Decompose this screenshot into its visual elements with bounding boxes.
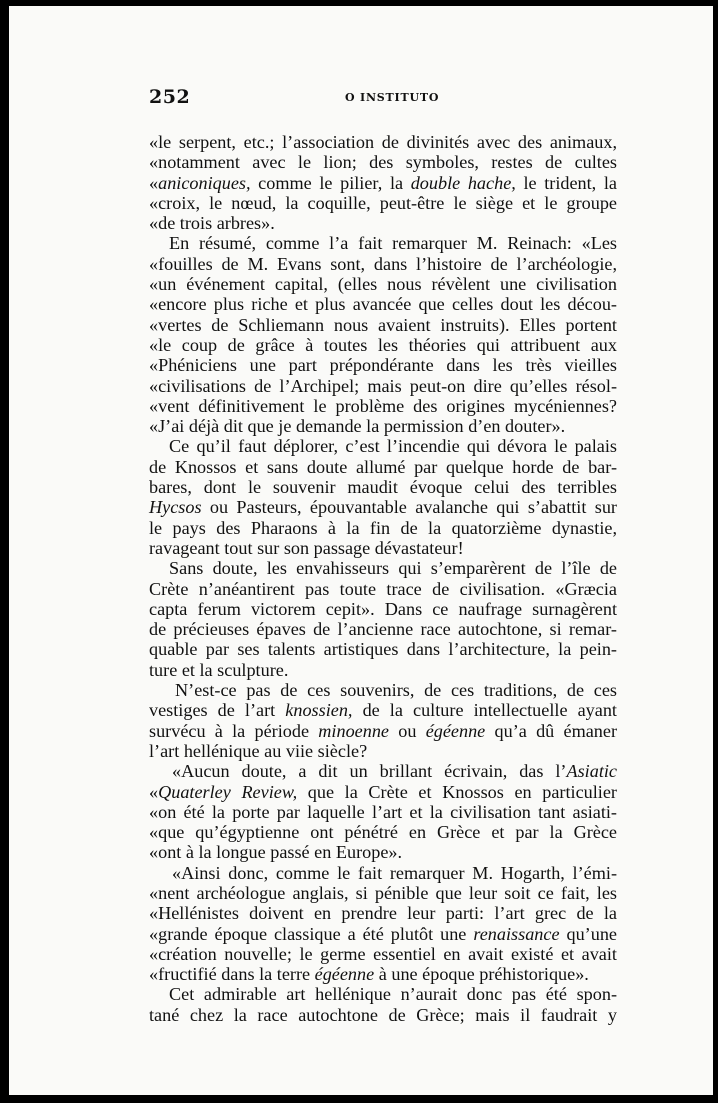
page-header xyxy=(149,86,579,108)
text-line: «le coup de grâce à toutes les théories qui attribuent aux xyxy=(149,334,617,355)
text-line: capta ferum victorem cepit». Dans ce naufrage surnagèrent xyxy=(149,598,617,619)
text-line: le pays des Pharaons à la fin de la quatorzième dynastie, xyxy=(149,517,617,538)
paragraph-p3 xyxy=(149,436,617,558)
text-line: «croix, le nœud, la coquille, peut-être le siège et le groupe xyxy=(149,192,617,213)
text-line: «aniconiques, comme le pilier, la double hache, le trident, la xyxy=(149,172,617,193)
paragraph-p8 xyxy=(149,984,617,1025)
page-number: 252 xyxy=(149,86,191,108)
text-line: «ont à la longue passé en Europe». xyxy=(149,842,403,863)
text-line: En résumé, comme l’a fait remarquer M. Reinach: «Les xyxy=(169,233,617,254)
text-line: «Ainsi donc, comme le fait remarquer M. Hogarth, l’émi- xyxy=(172,862,617,883)
text-line: Ce qu’il faut déplorer, c’est l’incendie qui dévora le palais xyxy=(169,436,617,457)
text-line: «encore plus riche et plus avancée que celles dout les décou- xyxy=(149,294,617,315)
text-line: «vent définitivement le problème des origines mycéniennes? xyxy=(149,395,617,416)
text-line: ravageant tout sur son passage dévastateur! xyxy=(149,537,464,558)
text-line: «civilisations de l’Archipel; mais peut-on dire qu’elles résol- xyxy=(149,375,617,396)
running-title: O INSTITUTO xyxy=(345,91,440,104)
text-line: bares, dont le souvenir maudit évoque celui des terribles xyxy=(149,477,617,498)
text-line: de Knossos et sans doute allumé par quelque horde de bar- xyxy=(149,456,617,477)
text-line: «un événement capital, (elles nous révèlent une civilisation xyxy=(149,274,617,295)
text-line: N’est-ce pas de ces souvenirs, de ces traditions, de ces xyxy=(175,680,617,701)
text-line: «vertes de Schliemann nous avaient instruits). Elles portent xyxy=(149,314,617,335)
text-line: l’art hellénique au viie siècle? xyxy=(149,740,368,761)
text-line: «Quaterley Review, que la Crète et Knossos en particulier xyxy=(149,781,617,802)
text-line: «Hellénistes doivent en prendre leur parti: l’art grec de la xyxy=(149,903,617,924)
text-line: «on été la porte par laquelle l’art et la civilisation tant asiati- xyxy=(149,801,617,822)
text-line: survécu à la période minoenne ou égéenne qu’a dû émaner xyxy=(149,720,618,741)
text-line: «de trois arbres». xyxy=(149,213,275,234)
text-line: «grande époque classique a été plutôt une renaissance qu’une xyxy=(149,923,617,944)
paragraph-p7 xyxy=(149,863,617,985)
body-text xyxy=(149,132,617,1025)
text-line: «J’ai déjà dit que je demande la permission d’en douter». xyxy=(149,416,566,437)
text-line: «fructifié dans la terre égéenne à une époque préhistorique». xyxy=(149,964,589,985)
text-line: Cet admirable art hellénique n’aurait donc pas été spon- xyxy=(169,984,617,1005)
paragraph-p1 xyxy=(149,132,617,233)
text-line: tané chez la race autochtone de Grèce; mais il faudrait y xyxy=(149,1004,617,1025)
paragraph-p4 xyxy=(149,558,617,680)
text-line: «fouilles de M. Evans sont, dans l’histoire de l’archéologie, xyxy=(149,253,617,274)
text-line: ture et la sculpture. xyxy=(149,659,289,680)
paragraph-p2 xyxy=(149,233,617,436)
text-line: «le serpent, etc.; l’association de divinités avec des animaux, xyxy=(149,132,617,152)
text-line: Hycsos ou Pasteurs, épouvantable avalanche qui s’abattit sur xyxy=(149,497,617,518)
text-line: de précieuses épaves de l’ancienne race autochtone, si remar- xyxy=(149,619,617,640)
text-line: vestiges de l’art knossien, de la culture intellectuelle ayant xyxy=(149,700,617,721)
paragraph-p5 xyxy=(149,680,617,761)
text-line: «notamment avec le lion; des symboles, restes de cultes xyxy=(149,152,617,173)
text-line: «nent archéologue anglais, si pénible que leur soit ce fait, les xyxy=(149,882,617,903)
text-line: «création nouvelle; le germe essentiel en avait existé et avait xyxy=(149,943,617,964)
text-line: Sans doute, les envahisseurs qui s’emparèrent de l’île de xyxy=(169,558,617,579)
text-line: «Phéniciens une part prépondérante dans les très vieilles xyxy=(149,355,617,376)
text-line: «Aucun doute, a dit un brillant écrivain, das l’Asiatic xyxy=(172,761,617,782)
text-line: Crète n’anéantirent pas toute trace de civilisation. «Græcia xyxy=(149,578,617,599)
text-line: «que qu’égyptienne ont pénétré en Grèce et par la Grèce xyxy=(149,822,617,843)
text-line: quable par ses talents artistiques dans l’architecture, la pein- xyxy=(149,639,617,660)
paragraph-p6 xyxy=(149,761,617,862)
